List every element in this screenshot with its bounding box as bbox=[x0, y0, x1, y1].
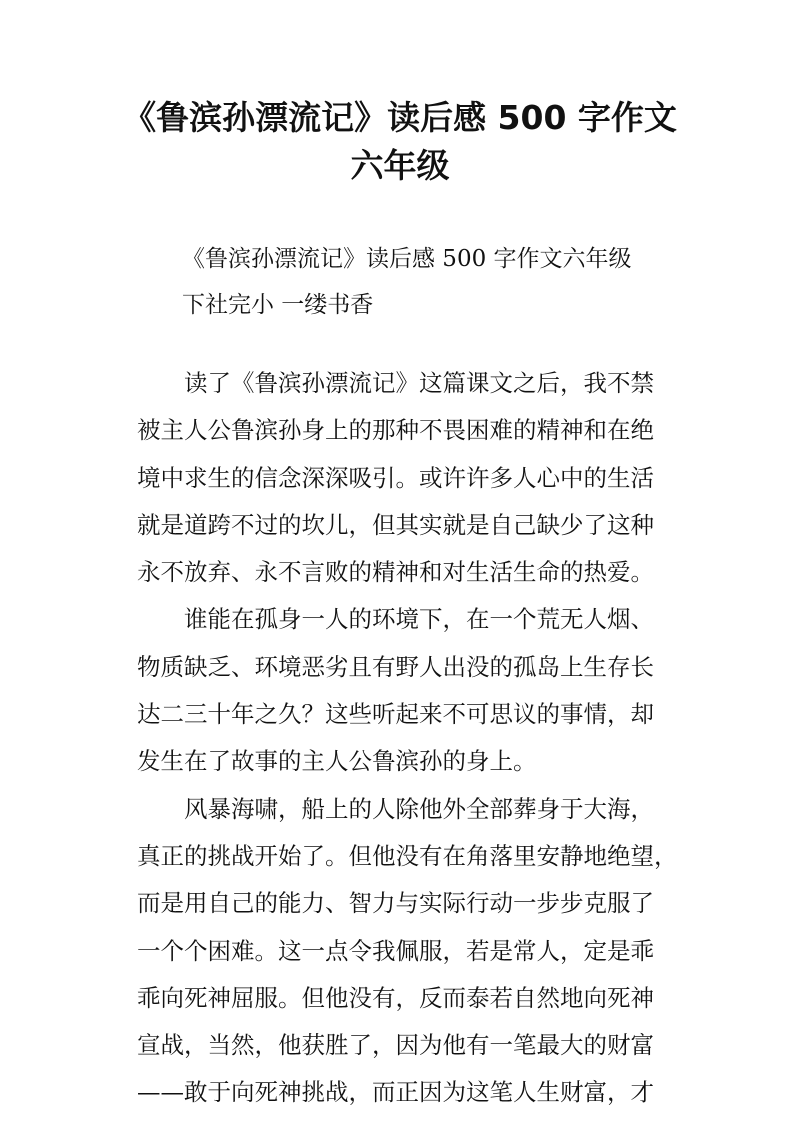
text-line: 物质缺乏、环境恶劣且有野人出没的孤岛上生存长 bbox=[137, 652, 654, 681]
document-body bbox=[137, 360, 677, 1117]
title-line-2: 六年级 bbox=[350, 146, 450, 185]
text-line: 读了《鲁滨孙漂流记》这篇课文之后，我不禁 bbox=[184, 369, 654, 397]
author-line: 下社完小 一缕书香 bbox=[182, 292, 374, 318]
text-line: ——敢于向死神挑战，而正因为这笔人生财富，才 bbox=[137, 1078, 654, 1107]
text-line: 谁能在孤身一人的环境下，在一个荒无人烟、 bbox=[184, 605, 654, 634]
text-line: 风暴海啸，船上的人除他外全部葬身于大海， bbox=[184, 794, 654, 823]
text-line: 达二三十年之久？这些听起来不可思议的事情，却 bbox=[137, 700, 654, 729]
text-line: 发生在了故事的主人公鲁滨孙的身上。 bbox=[137, 747, 537, 776]
document-subheader bbox=[182, 236, 702, 328]
title-line-1: 《鲁滨孙漂流记》读后感 500 字作文 bbox=[123, 98, 677, 137]
text-line: 境中求生的信念深深吸引。或许许多人心中的生活 bbox=[137, 463, 654, 492]
text-line: 真正的挑战开始了。但他没有在角落里安静地绝望， bbox=[137, 841, 678, 870]
text-line: 一个个困难。这一点令我佩服，若是常人，定是乖 bbox=[137, 936, 654, 965]
document-title bbox=[0, 94, 800, 190]
text-line: 就是道跨不过的坎儿，但其实就是自己缺少了这种 bbox=[137, 510, 654, 539]
text-line: 乖向死神屈服。但他没有，反而泰若自然地向死神 bbox=[137, 983, 654, 1012]
text-line: 宣战，当然，他获胜了，因为他有一笔最大的财富 bbox=[137, 1031, 654, 1060]
text-line: 而是用自己的能力、智力与实际行动一步步克服了 bbox=[137, 889, 654, 918]
text-line: 被主人公鲁滨孙身上的那种不畏困难的精神和在绝 bbox=[137, 416, 654, 445]
subtitle: 《鲁滨孙漂流记》读后感 500 字作文六年级 bbox=[182, 246, 632, 272]
text-line: 永不放弃、永不言败的精神和对生活生命的热爱。 bbox=[137, 558, 654, 587]
